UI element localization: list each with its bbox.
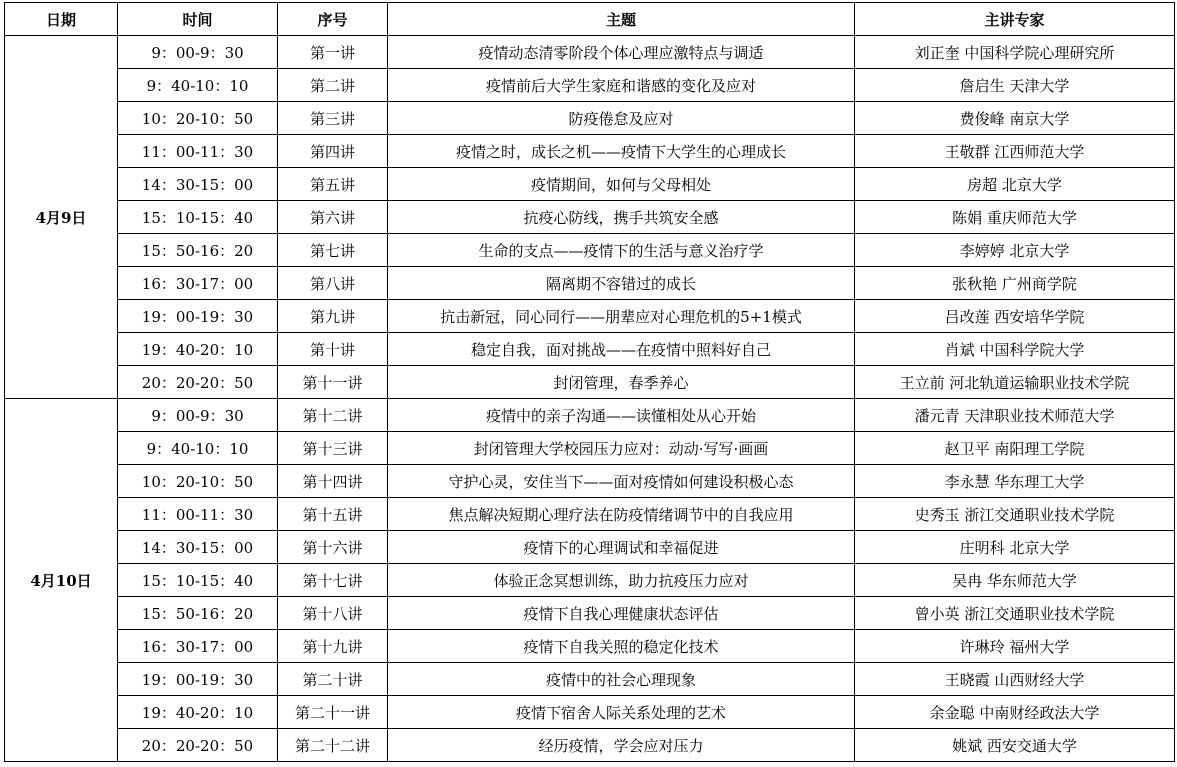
date-cell: 4月9日 — [5, 36, 118, 399]
topic-cell: 疫情之时，成长之机——疫情下大学生的心理成长 — [388, 135, 855, 168]
seq-cell: 第二十二讲 — [278, 729, 388, 762]
expert-cell: 姚斌 西安交通大学 — [855, 729, 1175, 762]
expert-cell: 许琳玲 福州大学 — [855, 630, 1175, 663]
table-row — [5, 69, 1175, 102]
time-cell: 19：40-20：10 — [118, 333, 278, 366]
seq-cell: 第十七讲 — [278, 564, 388, 597]
time-cell: 16：30-17：00 — [118, 630, 278, 663]
seq-cell: 第二十讲 — [278, 663, 388, 696]
expert-cell: 肖斌 中国科学院大学 — [855, 333, 1175, 366]
seq-cell: 第四讲 — [278, 135, 388, 168]
expert-cell: 王敬群 江西师范大学 — [855, 135, 1175, 168]
topic-cell: 抗击新冠，同心同行——朋辈应对心理危机的5+1模式 — [388, 300, 855, 333]
expert-cell: 潘元青 天津职业技术师范大学 — [855, 399, 1175, 432]
header-row — [5, 3, 1175, 36]
topic-cell: 疫情期间，如何与父母相处 — [388, 168, 855, 201]
table-row — [5, 234, 1175, 267]
schedule-body — [5, 36, 1175, 762]
table-row — [5, 399, 1175, 432]
topic-cell: 焦点解决短期心理疗法在防疫情绪调节中的自我应用 — [388, 498, 855, 531]
topic-cell: 疫情中的亲子沟通——读懂相处从心开始 — [388, 399, 855, 432]
seq-cell: 第一讲 — [278, 36, 388, 69]
time-cell: 14：30-15：00 — [118, 168, 278, 201]
expert-cell: 吕改莲 西安培华学院 — [855, 300, 1175, 333]
expert-cell: 曾小英 浙江交通职业技术学院 — [855, 597, 1175, 630]
topic-cell: 疫情中的社会心理现象 — [388, 663, 855, 696]
table-row — [5, 267, 1175, 300]
expert-cell: 陈娟 重庆师范大学 — [855, 201, 1175, 234]
table-row — [5, 102, 1175, 135]
expert-cell: 庄明科 北京大学 — [855, 531, 1175, 564]
expert-cell: 赵卫平 南阳理工学院 — [855, 432, 1175, 465]
topic-cell: 疫情下宿舍人际关系处理的艺术 — [388, 696, 855, 729]
topic-cell: 封闭管理大学校园压力应对：动动·写写·画画 — [388, 432, 855, 465]
time-cell: 19：40-20：10 — [118, 696, 278, 729]
time-cell: 11：00-11：30 — [118, 498, 278, 531]
time-cell: 16：30-17：00 — [118, 267, 278, 300]
table-row — [5, 597, 1175, 630]
header-expert: 主讲专家 — [855, 3, 1175, 36]
table-row — [5, 729, 1175, 762]
time-cell: 20：20-20：50 — [118, 366, 278, 399]
topic-cell: 守护心灵，安住当下——面对疫情如何建设积极心态 — [388, 465, 855, 498]
table-row — [5, 333, 1175, 366]
header-time: 时间 — [118, 3, 278, 36]
topic-cell: 稳定自我，面对挑战——在疫情中照料好自己 — [388, 333, 855, 366]
seq-cell: 第十三讲 — [278, 432, 388, 465]
table-row — [5, 465, 1175, 498]
time-cell: 9：00-9：30 — [118, 399, 278, 432]
topic-cell: 封闭管理，春季养心 — [388, 366, 855, 399]
expert-cell: 张秋艳 广州商学院 — [855, 267, 1175, 300]
topic-cell: 体验正念冥想训练，助力抗疫压力应对 — [388, 564, 855, 597]
seq-cell: 第二十一讲 — [278, 696, 388, 729]
time-cell: 20：20-20：50 — [118, 729, 278, 762]
expert-cell: 吴冉 华东师范大学 — [855, 564, 1175, 597]
expert-cell: 李婷婷 北京大学 — [855, 234, 1175, 267]
expert-cell: 房超 北京大学 — [855, 168, 1175, 201]
topic-cell: 疫情下自我心理健康状态评估 — [388, 597, 855, 630]
expert-cell: 史秀玉 浙江交通职业技术学院 — [855, 498, 1175, 531]
lecture-schedule-table — [4, 2, 1175, 762]
topic-cell: 生命的支点——疫情下的生活与意义治疗学 — [388, 234, 855, 267]
expert-cell: 王晓霞 山西财经大学 — [855, 663, 1175, 696]
seq-cell: 第十六讲 — [278, 531, 388, 564]
table-row — [5, 36, 1175, 69]
seq-cell: 第二讲 — [278, 69, 388, 102]
expert-cell: 李永慧 华东理工大学 — [855, 465, 1175, 498]
seq-cell: 第三讲 — [278, 102, 388, 135]
expert-cell: 余金聪 中南财经政法大学 — [855, 696, 1175, 729]
seq-cell: 第十八讲 — [278, 597, 388, 630]
table-row — [5, 564, 1175, 597]
seq-cell: 第十一讲 — [278, 366, 388, 399]
table-row — [5, 531, 1175, 564]
header-topic: 主题 — [388, 3, 855, 36]
date-cell: 4月10日 — [5, 399, 118, 762]
time-cell: 19：00-19：30 — [118, 300, 278, 333]
seq-cell: 第五讲 — [278, 168, 388, 201]
table-row — [5, 168, 1175, 201]
topic-cell: 疫情下自我关照的稳定化技术 — [388, 630, 855, 663]
time-cell: 14：30-15：00 — [118, 531, 278, 564]
seq-cell: 第九讲 — [278, 300, 388, 333]
topic-cell: 隔离期不容错过的成长 — [388, 267, 855, 300]
table-row — [5, 201, 1175, 234]
table-row — [5, 135, 1175, 168]
table-row — [5, 300, 1175, 333]
table-row — [5, 498, 1175, 531]
time-cell: 15：10-15：40 — [118, 201, 278, 234]
expert-cell: 詹启生 天津大学 — [855, 69, 1175, 102]
seq-cell: 第十二讲 — [278, 399, 388, 432]
topic-cell: 疫情动态清零阶段个体心理应激特点与调适 — [388, 36, 855, 69]
seq-cell: 第十四讲 — [278, 465, 388, 498]
seq-cell: 第八讲 — [278, 267, 388, 300]
seq-cell: 第十讲 — [278, 333, 388, 366]
time-cell: 15：50-16：20 — [118, 597, 278, 630]
expert-cell: 费俊峰 南京大学 — [855, 102, 1175, 135]
expert-cell: 刘正奎 中国科学院心理研究所 — [855, 36, 1175, 69]
seq-cell: 第七讲 — [278, 234, 388, 267]
time-cell: 10：20-10：50 — [118, 465, 278, 498]
time-cell: 10：20-10：50 — [118, 102, 278, 135]
time-cell: 11：00-11：30 — [118, 135, 278, 168]
table-row — [5, 696, 1175, 729]
seq-cell: 第六讲 — [278, 201, 388, 234]
expert-cell: 王立前 河北轨道运输职业技术学院 — [855, 366, 1175, 399]
header-date: 日期 — [5, 3, 118, 36]
time-cell: 9：00-9：30 — [118, 36, 278, 69]
seq-cell: 第十九讲 — [278, 630, 388, 663]
table-row — [5, 630, 1175, 663]
table-row — [5, 663, 1175, 696]
header-seq: 序号 — [278, 3, 388, 36]
table-row — [5, 432, 1175, 465]
topic-cell: 抗疫心防线，携手共筑安全感 — [388, 201, 855, 234]
seq-cell: 第十五讲 — [278, 498, 388, 531]
time-cell: 15：50-16：20 — [118, 234, 278, 267]
time-cell: 9：40-10：10 — [118, 69, 278, 102]
time-cell: 15：10-15：40 — [118, 564, 278, 597]
table-row — [5, 366, 1175, 399]
topic-cell: 疫情下的心理调试和幸福促进 — [388, 531, 855, 564]
time-cell: 19：00-19：30 — [118, 663, 278, 696]
topic-cell: 经历疫情，学会应对压力 — [388, 729, 855, 762]
topic-cell: 防疫倦怠及应对 — [388, 102, 855, 135]
topic-cell: 疫情前后大学生家庭和谐感的变化及应对 — [388, 69, 855, 102]
time-cell: 9：40-10：10 — [118, 432, 278, 465]
